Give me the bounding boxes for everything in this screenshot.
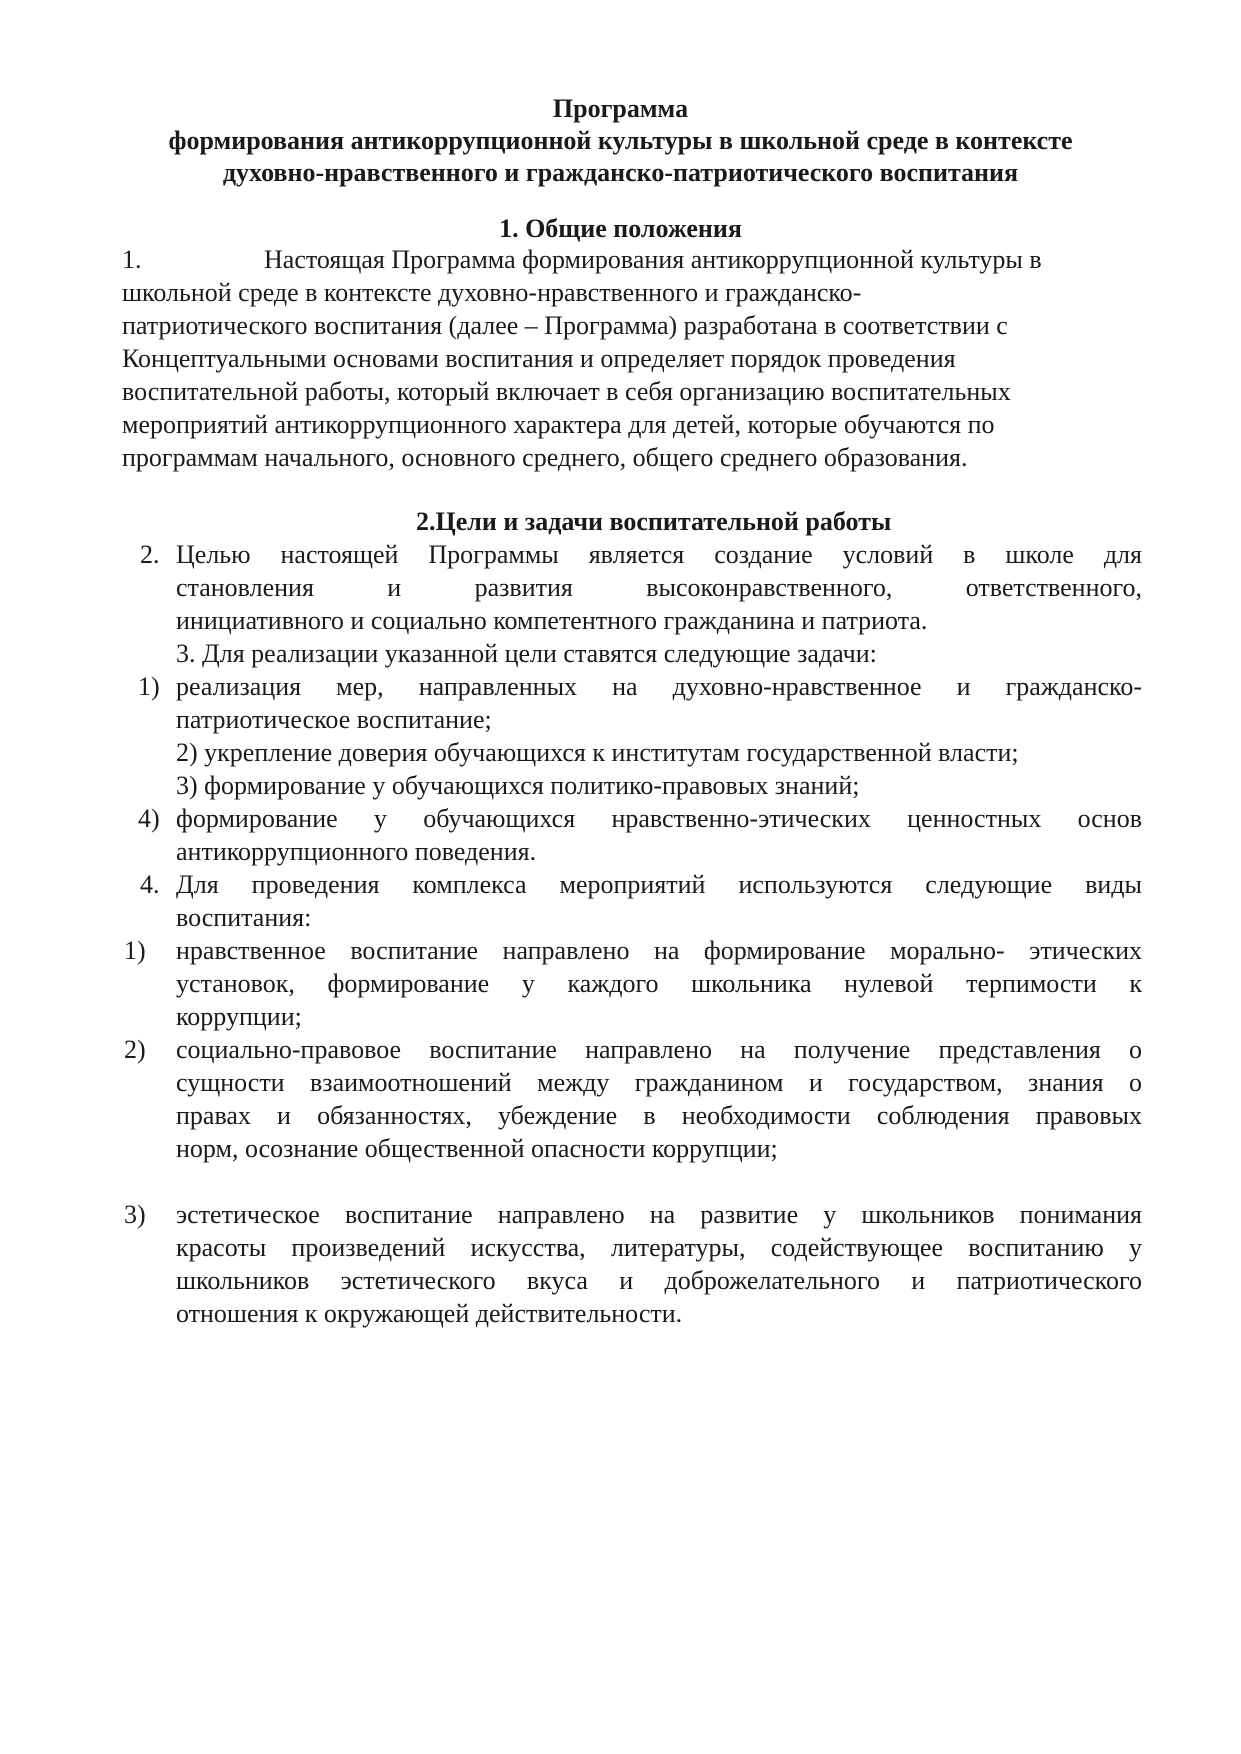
kind-2-number: 2) [124,1035,146,1064]
kind-2-line: социально-правовое воспитание направлено на получение представления о [176,1035,1142,1064]
document-subtitle-line-1: формирования антикоррупционной культуры в школьной среде в контексте [168,126,1073,155]
section-1-heading: 1. Общие положения [499,214,742,243]
kind-3-line: школьников эстетического вкуса и доброжелательного и патриотического [176,1266,1142,1295]
paragraph-2-line: становления и развития высоконравственного, ответственного, [176,573,1142,602]
task-3-line: 3) формирование у обучающихся политико-правовых знаний; [176,771,860,800]
kind-2-line: правах и обязанностях, убеждение в необходимости соблюдения правовых [176,1101,1142,1130]
task-2-line: 2) укрепление доверия обучающихся к институтам государственной власти; [176,738,1019,767]
task-4-number: 4) [138,804,160,833]
document-title: Программа [552,94,689,123]
kind-3-line: эстетическое воспитание направлено на развитие у школьников понимания [176,1200,1142,1229]
task-1-line: реализация мер, направленных на духовно-нравственное и гражданско- [176,672,1142,701]
task-1-line: патриотическое воспитание; [176,705,492,734]
paragraph-4-line: Для проведения комплекса мероприятий используются следующие виды [176,870,1142,899]
section-1-line: Настоящая Программа формирования антикоррупционной культуры в [264,245,1042,274]
paragraph-2-line: Целью настоящей Программы является создание условий в школе для [176,540,1142,569]
kind-2-line: норм, осознание общественной опасности коррупции; [176,1134,778,1163]
section-2-heading: 2.Цели и задачи воспитательной работы [416,507,892,536]
paragraph-2-number: 2. [140,540,160,569]
kind-3-number: 3) [124,1200,146,1229]
paragraph-3-line: 3. Для реализации указанной цели ставятся следующие задачи: [176,639,877,668]
kind-3-line: красоты произведений искусства, литературы, содействующее воспитанию у [176,1233,1142,1262]
paragraph-4-number: 4. [140,870,160,899]
paragraph-2-line: инициативного и социально компетентного гражданина и патриота. [176,606,928,635]
task-4-line: антикоррупционного поведения. [176,837,537,866]
task-4-line: формирование у обучающихся нравственно-этических ценностных основ [176,804,1142,833]
kind-1-line: коррупции; [176,1002,302,1031]
kind-1-line: установок, формирование у каждого школьника нулевой терпимости к [176,969,1142,998]
document-subtitle-line-2: духовно-нравственного и гражданско-патриотического воспитания [222,158,1019,187]
section-1-line: патриотического воспитания (далее – Программа) разработана в соответствии с [122,311,1008,340]
section-1-line: мероприятий антикоррупционного характера для детей, которые обучаются по [122,410,995,439]
paragraph-4-line: воспитания: [176,903,312,932]
kind-1-line: нравственное воспитание направлено на формирование морально- этических [176,936,1142,965]
section-1-line: школьной среде в контексте духовно-нравственного и гражданско- [122,278,862,307]
section-1-line: программам начального, основного среднего, общего среднего образования. [122,443,968,472]
kind-1-number: 1) [124,936,146,965]
section-1-line: воспитательной работы, который включает в себя организацию воспитательных [122,377,1011,406]
section-1-item-number: 1. [122,245,142,274]
section-1-line: Концептуальными основами воспитания и определяет порядок проведения [122,344,956,373]
kind-3-line: отношения к окружающей действительности. [176,1299,683,1328]
kind-2-line: сущности взаимоотношений между гражданином и государством, знания о [176,1068,1142,1097]
task-1-number: 1) [138,672,160,701]
